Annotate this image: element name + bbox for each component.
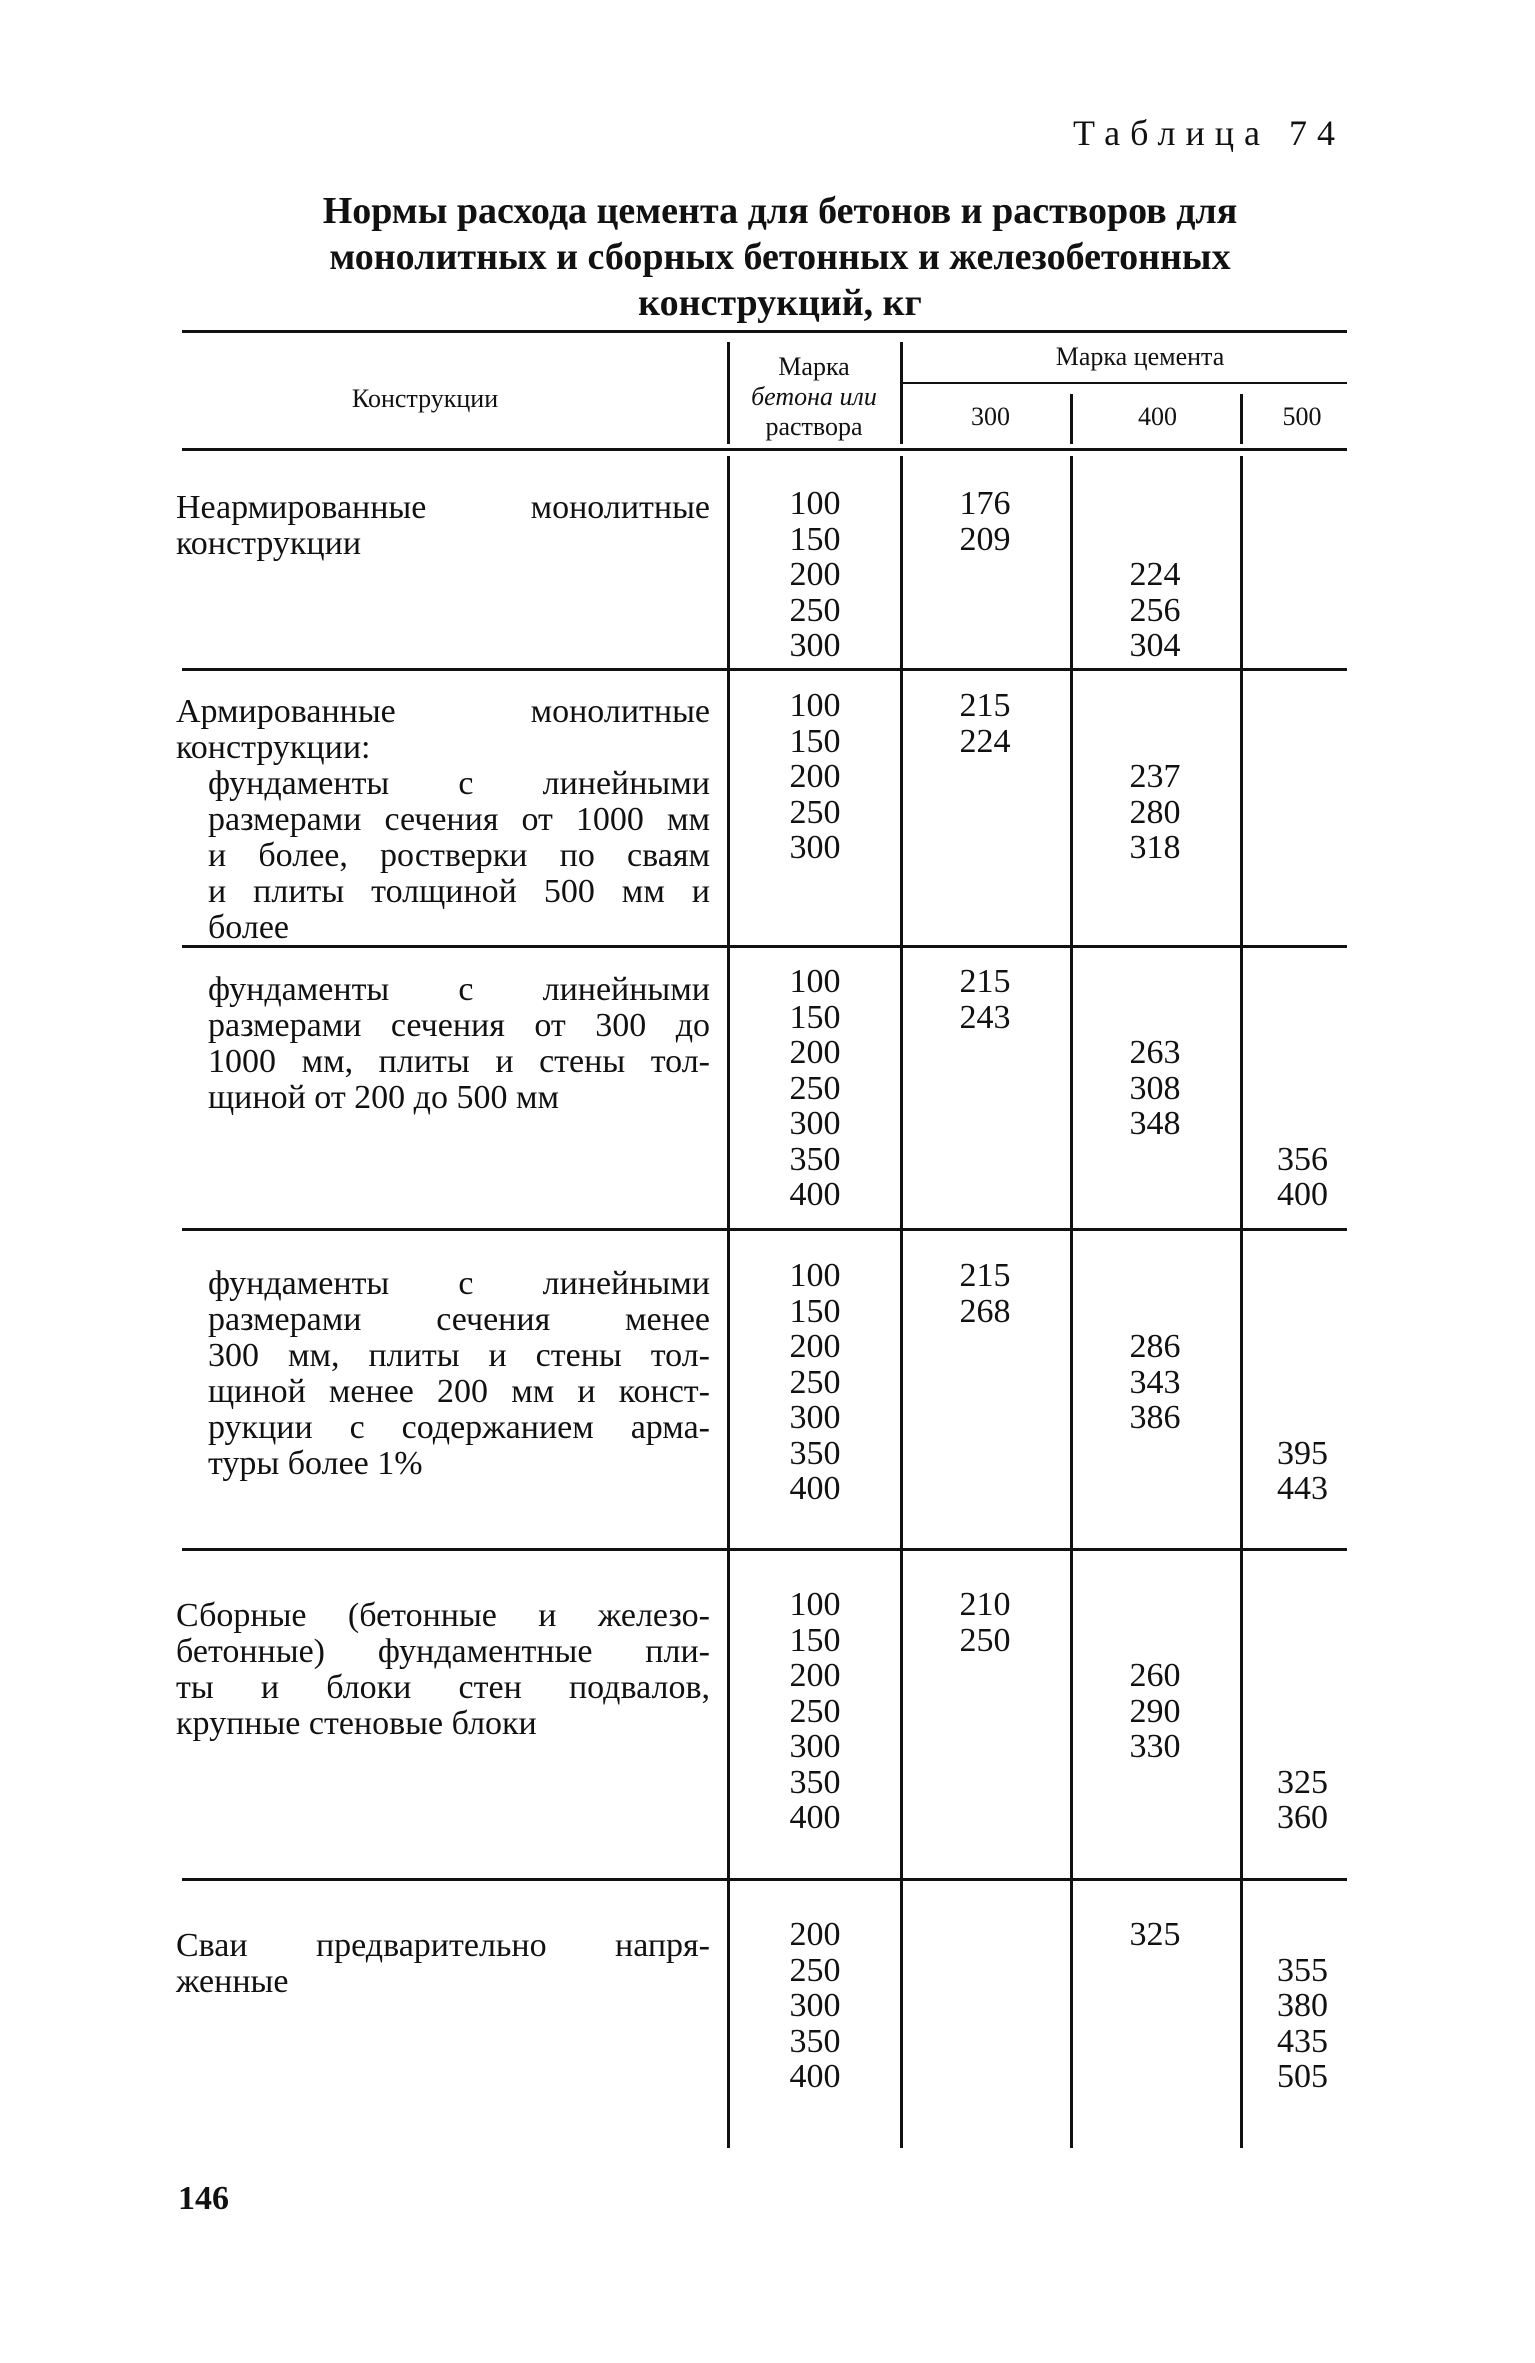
- row-6-description: [176, 1928, 710, 2000]
- grade-value: 400: [789, 1470, 841, 1507]
- body-col-sep-3: [1070, 456, 1073, 2148]
- cement-400-value: 325: [1129, 1916, 1181, 1953]
- row-1-desc-line: конструкции: [176, 525, 362, 562]
- header-grade-line-1: Марка: [778, 352, 850, 381]
- cement-300-value: 215: [959, 1257, 1011, 1294]
- cement-500-value: [1250, 486, 1355, 522]
- cement-400-value: [1080, 1953, 1230, 1989]
- row-5-c500: [1250, 1587, 1355, 1836]
- cement-500-value: [1250, 628, 1355, 664]
- row-6-c300: [910, 1917, 1060, 2095]
- row-4-desc-line: фундаменты с линейными: [208, 1265, 710, 1302]
- cement-500-value: [1250, 688, 1355, 724]
- grade-value: 350: [789, 2022, 841, 2060]
- cement-400-value: [1080, 522, 1230, 558]
- cement-300-value: [910, 2059, 1060, 2095]
- cement-400-value: [1080, 2024, 1230, 2060]
- row-4-description: [176, 1266, 710, 1482]
- cement-300-value: [910, 1436, 1060, 1472]
- row-2-desc-line: Армированные монолитные: [176, 693, 710, 730]
- row-1-c400: [1080, 486, 1230, 664]
- cement-400-value: [1080, 964, 1230, 1000]
- cement-300-value: [910, 628, 1060, 664]
- body-col-sep-1: [727, 456, 730, 2148]
- row-5-description: [176, 1598, 710, 1742]
- cement-500-value: [1250, 964, 1355, 1000]
- title-line-1: Нормы расхода цемента для бетонов и растворов для: [322, 190, 1238, 232]
- grade-value: 300: [789, 1728, 841, 1765]
- cement-400-value: 260: [1129, 1657, 1181, 1694]
- grade-value: 250: [789, 1951, 841, 1989]
- grade-value: 350: [789, 1763, 841, 1801]
- row-4-desc-line: рукции с содержанием арма-: [208, 1409, 710, 1446]
- cement-500-value: [1250, 1365, 1355, 1401]
- cement-400-value: [1080, 1142, 1230, 1178]
- row-rule-1: [182, 668, 1347, 671]
- grade-value: 300: [789, 829, 841, 866]
- header-cement-300: 300: [971, 402, 1010, 431]
- row-5-desc-line: бетонные) фундаментные пли-: [176, 1633, 710, 1670]
- header-bottom-rule: [182, 448, 1347, 451]
- header-col-sep-4: [1240, 394, 1243, 444]
- row-3-desc-line: щиной от 200 до 500 мм: [208, 1079, 560, 1116]
- row-2-grades: [740, 688, 890, 866]
- grade-value: 200: [789, 758, 841, 795]
- header-cement-500: 500: [1282, 402, 1322, 431]
- cement-300-value: [910, 1765, 1060, 1801]
- row-6-desc-line: женные: [176, 1963, 289, 2000]
- cement-400-value: 224: [1129, 556, 1181, 593]
- row-6-c500: [1250, 1917, 1355, 2095]
- cement-500-value: [1250, 1658, 1355, 1694]
- row-5-desc-line: ты и блоки стен подвалов,: [176, 1669, 710, 1706]
- cement-400-value: [1080, 1800, 1230, 1836]
- grade-value: 100: [789, 1257, 841, 1294]
- grade-value: 250: [789, 591, 841, 629]
- grade-value: 300: [789, 627, 841, 664]
- header-cement-grade: Марка цемента: [1055, 342, 1225, 371]
- cement-500-value: 360: [1277, 1799, 1328, 1836]
- grade-value: 400: [789, 1176, 841, 1213]
- row-3-desc-line: 1000 мм, плиты и стены тол-: [208, 1043, 710, 1080]
- cement-500-value: [1250, 1623, 1355, 1659]
- row-1-c300: [910, 486, 1060, 664]
- cement-400-value: 318: [1129, 829, 1181, 866]
- row-3-desc-line: фундаменты с линейными: [208, 971, 710, 1008]
- header-col-sep-2: [900, 342, 903, 444]
- grade-value: 200: [789, 556, 841, 593]
- row-1-c500: [1250, 486, 1355, 664]
- cement-500-value: 356: [1277, 1140, 1328, 1178]
- row-4-desc-line: размерами сечения менее: [208, 1301, 710, 1338]
- row-2-desc-line: и более, ростверки по сваям: [208, 837, 710, 874]
- cement-500-value: [1250, 1694, 1355, 1730]
- grade-value: 250: [789, 1069, 841, 1107]
- cement-500-value: 400: [1277, 1176, 1328, 1213]
- row-rule-3: [182, 1228, 1347, 1231]
- cement-300-value: [910, 1694, 1060, 1730]
- row-4-c300: [910, 1258, 1060, 1507]
- cement-400-value: 386: [1129, 1399, 1181, 1436]
- cement-400-value: 290: [1129, 1692, 1181, 1730]
- cement-300-value: [910, 2024, 1060, 2060]
- row-4-c500: [1250, 1258, 1355, 1507]
- row-3-desc-line: размерами сечения от 300 до: [208, 1007, 710, 1044]
- cement-500-value: [1250, 1000, 1355, 1036]
- row-3-c300: [910, 964, 1060, 1213]
- grade-value: 400: [789, 1799, 841, 1836]
- header-grade-line-2: бетона или: [751, 382, 877, 411]
- grade-value: 100: [789, 963, 841, 1000]
- grade-value: 350: [789, 1140, 841, 1178]
- row-2-c500: [1250, 688, 1355, 866]
- cement-500-value: 435: [1277, 2022, 1328, 2060]
- row-3-description: [176, 972, 710, 1116]
- cement-300-value: [910, 1142, 1060, 1178]
- cement-500-value: [1250, 1329, 1355, 1365]
- cement-400-value: 348: [1129, 1105, 1181, 1142]
- cement-500-value: 380: [1277, 1987, 1328, 2024]
- cement-300-value: [910, 1035, 1060, 1071]
- cement-500-value: [1250, 759, 1355, 795]
- grade-value: 200: [789, 1657, 841, 1694]
- cement-400-value: [1080, 1988, 1230, 2024]
- cement-300-value: 209: [959, 520, 1011, 558]
- row-4-desc-line: щиной менее 200 мм и конст-: [208, 1373, 710, 1410]
- cement-500-value: 395: [1277, 1434, 1328, 1472]
- header-cement-400: 400: [1138, 402, 1177, 431]
- row-1-grades: [740, 486, 890, 664]
- cement-400-value: 280: [1129, 793, 1181, 831]
- cement-400-value: 343: [1129, 1363, 1181, 1401]
- cement-400-value: [1080, 1623, 1230, 1659]
- cement-400-value: [1080, 1587, 1230, 1623]
- cement-400-value: 286: [1129, 1328, 1181, 1365]
- body-col-sep-4: [1240, 456, 1243, 2148]
- cement-300-value: [910, 759, 1060, 795]
- cement-400-value: 256: [1129, 591, 1181, 629]
- cement-400-value: 308: [1129, 1069, 1181, 1107]
- cement-500-value: [1250, 1035, 1355, 1071]
- cement-400-value: [1080, 1294, 1230, 1330]
- row-5-desc-line: крупные стеновые блоки: [176, 1705, 537, 1742]
- cement-400-value: 330: [1129, 1728, 1181, 1765]
- cement-400-value: [1080, 1471, 1230, 1507]
- cement-300-value: [910, 1953, 1060, 1989]
- cement-500-value: 355: [1277, 1951, 1328, 1989]
- cement-300-value: [910, 1177, 1060, 1213]
- cement-500-value: 505: [1277, 2058, 1328, 2095]
- cement-400-value: 304: [1129, 627, 1181, 664]
- grade-value: 300: [789, 1987, 841, 2024]
- cement-500-value: 443: [1277, 1470, 1328, 1507]
- cement-300-value: [910, 830, 1060, 866]
- cement-500-value: [1250, 1400, 1355, 1436]
- cement-400-value: [1080, 1258, 1230, 1294]
- grade-value: 150: [789, 1621, 841, 1659]
- cement-400-value: [1080, 724, 1230, 760]
- grade-value: 350: [789, 1434, 841, 1472]
- title-line-2: монолитных и сборных бетонных и железобетонных: [329, 236, 1231, 278]
- grade-value: 150: [789, 520, 841, 558]
- row-5-grades: [740, 1587, 890, 1836]
- cement-300-value: [910, 557, 1060, 593]
- row-2-description: [176, 694, 710, 946]
- cement-300-value: [910, 1471, 1060, 1507]
- row-2-c400: [1080, 688, 1230, 866]
- cement-300-value: 243: [959, 998, 1011, 1036]
- cement-300-value: [910, 1365, 1060, 1401]
- cement-300-value: [910, 1329, 1060, 1365]
- cement-grade-rule: [902, 382, 1347, 384]
- cement-300-value: [910, 1800, 1060, 1836]
- cement-400-value: [1080, 688, 1230, 724]
- cement-500-value: [1250, 830, 1355, 866]
- grade-value: 300: [789, 1399, 841, 1436]
- row-rule-5: [182, 1878, 1347, 1881]
- cement-500-value: [1250, 795, 1355, 831]
- cement-300-value: [910, 795, 1060, 831]
- table-title: [180, 188, 1380, 326]
- grade-value: 200: [789, 1916, 841, 1953]
- row-1-description: [176, 490, 710, 562]
- cement-400-value: [1080, 486, 1230, 522]
- row-5-c400: [1080, 1587, 1230, 1836]
- cement-300-value: [910, 1729, 1060, 1765]
- header-grade-line-3: раствора: [765, 412, 863, 441]
- cement-400-value: 263: [1129, 1034, 1181, 1071]
- cement-400-value: [1080, 1765, 1230, 1801]
- cement-500-value: [1250, 593, 1355, 629]
- cement-300-value: 210: [959, 1586, 1011, 1623]
- header-grade: [728, 352, 900, 442]
- grade-value: 150: [789, 1292, 841, 1330]
- cement-500-value: [1250, 1258, 1355, 1294]
- page-number: 146: [178, 2180, 229, 2217]
- table-label: Таблица 74: [1073, 113, 1345, 153]
- grade-value: 100: [789, 485, 841, 522]
- cement-300-value: 268: [959, 1292, 1011, 1330]
- grade-value: 400: [789, 2058, 841, 2095]
- row-rule-4: [182, 1548, 1347, 1551]
- row-2-desc-line: размерами сечения от 1000 мм: [208, 801, 710, 838]
- row-6-c400: [1080, 1917, 1230, 2095]
- grade-value: 200: [789, 1328, 841, 1365]
- row-4-desc-line: туры более 1%: [208, 1445, 423, 1482]
- cement-400-value: [1080, 1436, 1230, 1472]
- header-construction: Конструкции: [351, 384, 499, 413]
- cement-500-value: [1250, 1729, 1355, 1765]
- cement-500-value: 325: [1277, 1763, 1328, 1801]
- cement-300-value: [910, 593, 1060, 629]
- title-line-3: конструкций, кг: [638, 282, 922, 324]
- cement-400-value: [1080, 1000, 1230, 1036]
- grade-value: 100: [789, 1586, 841, 1623]
- cement-300-value: [910, 1917, 1060, 1953]
- grade-value: 250: [789, 1363, 841, 1401]
- row-5-c300: [910, 1587, 1060, 1836]
- cement-500-value: [1250, 1917, 1355, 1953]
- cement-400-value: [1080, 1177, 1230, 1213]
- row-4-desc-line: 300 мм, плиты и стены тол-: [208, 1337, 710, 1374]
- cement-500-value: [1250, 1106, 1355, 1142]
- cement-300-value: 215: [959, 687, 1011, 724]
- cement-500-value: [1250, 724, 1355, 760]
- cement-500-value: [1250, 522, 1355, 558]
- row-5-desc-line: Сборные (бетонные и железо-: [176, 1597, 710, 1634]
- body-col-sep-2: [900, 456, 903, 2148]
- grade-value: 150: [789, 998, 841, 1036]
- cement-500-value: [1250, 557, 1355, 593]
- row-4-c400: [1080, 1258, 1230, 1507]
- cement-300-value: [910, 1658, 1060, 1694]
- grade-value: 250: [789, 1692, 841, 1730]
- cement-500-value: [1250, 1587, 1355, 1623]
- header-col-sep-3: [1070, 394, 1073, 444]
- cement-500-value: [1250, 1294, 1355, 1330]
- cement-300-value: 176: [959, 485, 1011, 522]
- row-3-grades: [740, 964, 890, 1213]
- row-4-grades: [740, 1258, 890, 1507]
- row-6-grades: [740, 1917, 890, 2095]
- row-1-desc-line: Неармированные монолитные: [176, 489, 710, 526]
- cement-300-value: [910, 1400, 1060, 1436]
- table-top-rule: [182, 330, 1347, 333]
- row-2-c300: [910, 688, 1060, 866]
- row-6-desc-line: Сваи предварительно напря-: [176, 1927, 710, 1964]
- cement-300-value: [910, 1106, 1060, 1142]
- row-2-desc-line: и плиты толщиной 500 мм и: [208, 873, 710, 910]
- grade-value: 100: [789, 687, 841, 724]
- cement-300-value: 250: [959, 1621, 1011, 1659]
- header-col-sep-1: [727, 342, 730, 444]
- row-2-desc-line: фундаменты с линейными: [208, 765, 710, 802]
- cement-400-value: 237: [1129, 758, 1181, 795]
- cement-300-value: 224: [959, 722, 1011, 760]
- cement-300-value: [910, 1988, 1060, 2024]
- cement-300-value: 215: [959, 963, 1011, 1000]
- cement-400-value: [1080, 2059, 1230, 2095]
- row-2-desc-line: конструкции:: [176, 729, 371, 766]
- row-3-c400: [1080, 964, 1230, 1213]
- row-3-c500: [1250, 964, 1355, 1213]
- grade-value: 150: [789, 722, 841, 760]
- grade-value: 300: [789, 1105, 841, 1142]
- grade-value: 200: [789, 1034, 841, 1071]
- row-2-desc-line: более: [208, 909, 289, 946]
- grade-value: 250: [789, 793, 841, 831]
- cement-300-value: [910, 1071, 1060, 1107]
- cement-500-value: [1250, 1071, 1355, 1107]
